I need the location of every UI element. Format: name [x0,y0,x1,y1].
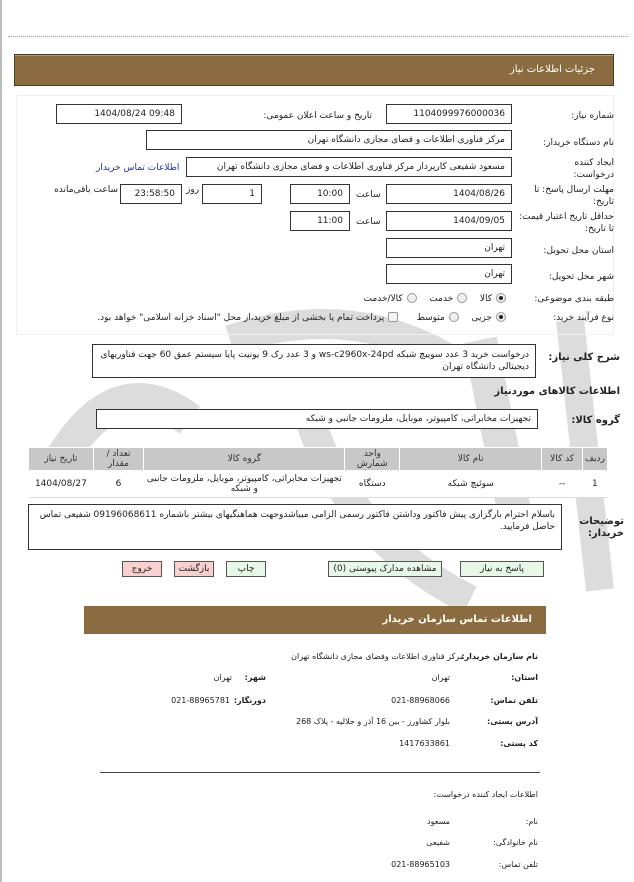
contact-address-label: آدرس پستی: [487,717,538,726]
col-unit: واحد شمارش [345,448,400,471]
need-number-label: شماره نیاز: [571,111,614,121]
attachments-button[interactable]: مشاهده مدارک پیوستی (0) [328,561,442,577]
creator-phone: 021-88965103 [391,860,450,869]
category-radio-service[interactable] [457,293,467,303]
category-option-goods: کالا [479,293,492,304]
page-header-bar [14,54,614,86]
back-button[interactable]: بازگشت [174,561,214,577]
col-qty: تعداد / مقدار [93,448,143,471]
deadline-time-field: 10:00 [290,184,350,204]
province-label: استان محل تحویل: [543,246,614,256]
print-button[interactable]: چاپ [226,561,266,577]
treasury-note: پرداخت تمام یا بخشی از مبلغ خرید،از محل "اسناد خزانه اسلامی" خواهد بود. [97,312,385,323]
contact-city-label: شهر: [244,673,266,682]
days-label: روز [186,185,200,195]
deadline-date-field: 1404/08/26 [386,184,512,204]
reply-button[interactable]: پاسخ به نیاز [460,561,544,577]
contact-city: تهران [213,673,232,682]
creator-label: ایجاد کننده درخواست: [573,158,614,180]
province-field: تهران [386,238,512,258]
col-code: کد کالا [542,448,582,471]
creator-last-name-label: نام خانوادگی: [493,838,538,847]
contact-address: بلوار کشاورز - بین 16 آذر و جلالیه - پلاک 268 [295,717,450,726]
validity-label: حداقل تاریخ اعتبار قیمت: تا تاریخ: [519,212,614,234]
buyer-org-field: مرکز فناوری اطلاعات و فضای مجازی دانشگاه تهران [146,130,512,150]
contact-province: تهران [431,673,450,682]
cell-date: 1404/08/27 [29,471,94,498]
exit-button[interactable]: خروج [122,561,162,577]
remaining-time-field: 23:58:50 [120,184,182,204]
dotted-divider [8,36,628,37]
process-label: نوع فرآیند خرید: [553,313,614,323]
deadline-label: مهلت ارسال پاسخ: تا تاریخ: [534,185,614,207]
treasury-checkbox[interactable] [388,312,398,322]
contact-postal-label: کد پستی: [500,739,538,748]
goods-table [28,447,608,498]
announce-field: 1404/08/24 09:48 [56,104,182,124]
goods-section-title: اطلاعات کالاهای موردنیاز [494,386,620,397]
creator-last-name: شفیعی [426,838,450,847]
contact-section-bar [84,606,546,634]
cell-code: -- [542,471,582,498]
creator-first-name-label: نام: [525,817,538,826]
col-group: گروه کالا [144,448,345,471]
contact-org: مرکز فناوری اطلاعات وفضای مجازی دانشگاه تهران [291,652,464,661]
validity-date-field: 1404/09/05 [386,211,512,231]
table-header-row [29,448,608,471]
contact-phone: 021-88968066 [391,696,450,705]
cell-name: سوئیچ شبکه [400,471,542,498]
creator-field: مسعود شفیعی کارپرداز مرکز فناوری اطلاعات و فضای مجازی دانشگاه تهران [186,157,512,177]
cell-unit: دستگاه [345,471,400,498]
contact-phone-label: تلفن تماس: [490,696,538,705]
process-option-minor: جزیی [471,312,492,323]
validity-time-field: 11:00 [290,211,350,231]
contact-fax-label: دورنگار: [233,696,266,705]
need-number-field: 1104099976000036 [386,104,512,124]
cell-row: 1 [582,471,607,498]
category-option-both: کالا/خدمت [363,293,403,304]
deadline-time-label: ساعت [356,190,381,200]
days-field: 1 [202,184,262,204]
buyer-contact-link[interactable]: اطلاعات تماس خریدار [96,163,180,173]
validity-time-label: ساعت [356,217,381,227]
category-option-service: خدمت [429,293,454,304]
remaining-label: ساعت باقی‌مانده [54,185,118,195]
city-field: تهران [386,264,512,284]
cell-group: تجهیزات مخابراتی، کامپیوتر، موبایل، ملزومات جانبی و شبکه [144,471,345,498]
buyer-org-label: نام دستگاه خریدار: [543,138,614,148]
goods-group-label: گروه کالا: [571,415,620,426]
contact-section-title: اطلاعات تماس سازمان خریدار [382,614,532,625]
contact-province-label: استان: [511,673,538,682]
process-radio-medium[interactable] [449,312,459,322]
col-row: ردیف [582,448,607,471]
creator-first-name: مسعود [427,817,450,826]
col-date: تاریخ نیاز [29,448,94,471]
process-radio-minor[interactable] [496,312,506,322]
summary-text: درخواست خرید 3 عدد سوییچ شبکه ws-c2960x-24pd و 3 عدد رک 9 یونیت پایا سیستم عمق 60 جهت فناوریهای دیجیتالی دانشگاه تهران [92,344,536,378]
cell-qty: 6 [93,471,143,498]
window-left-border [0,0,2,882]
creator-info-title: اطلاعات ایجاد کننده درخواست: [433,790,538,799]
table-row [29,471,608,498]
process-option-medium: متوسط [416,312,445,323]
buyer-notes-text: باسلام احترام بارگزاری پیش فاکتور وداشتن فاکتور رسمی الزامی میباشدوجهت هماهنگیهای بیشتر باشماره 09196068611 شفیعی تماس حاصل فرمایید. [28,504,562,550]
process-radio-group [93,312,506,323]
category-radio-both[interactable] [407,293,417,303]
category-radio-goods[interactable] [496,293,506,303]
col-name: نام کالا [400,448,542,471]
contact-postal: 1417633861 [399,739,450,748]
buyer-notes-label: توضیحات خریدار: [579,516,624,539]
page-title: جزئیات اطلاعات نیاز [509,64,595,75]
creator-phone-label: تلفن تماس: [498,860,538,869]
category-radio-group [360,293,506,304]
category-label: طبقه بندی موضوعی: [534,294,614,304]
summary-label: شرح کلی نیاز: [548,352,620,363]
goods-group-field: تجهیزات مخابراتی، کامپیوتر، موبایل، ملزومات جانبی و شبکه [96,409,538,429]
contact-fax: 021-88965781 [171,696,230,705]
announce-label: تاریخ و ساعت اعلان عمومی: [263,111,372,121]
contact-divider [100,772,540,773]
contact-org-label: نام سازمان خریدار: [461,652,538,661]
city-label: شهر محل تحویل: [548,272,614,282]
